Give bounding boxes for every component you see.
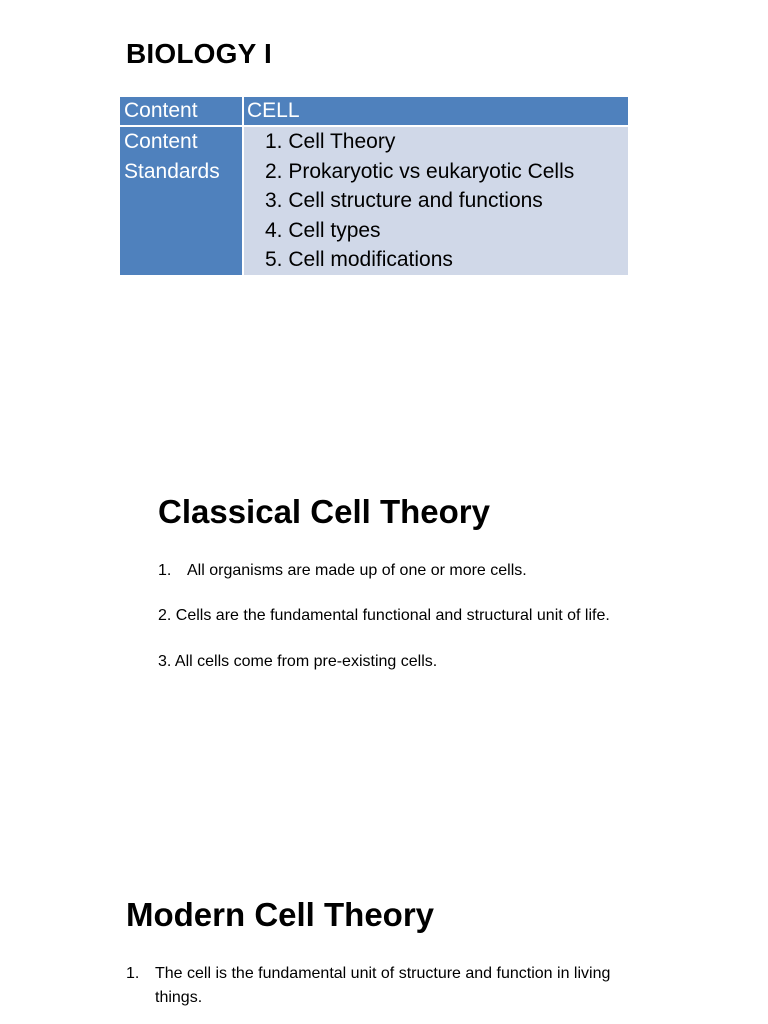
content-value-cell: CELL [243, 97, 628, 126]
list-item [158, 560, 628, 582]
standard-item: 2. Prokaryotic vs eukaryotic Cells [265, 159, 575, 183]
standards-label-line1: Content [124, 130, 198, 153]
list-item [158, 605, 628, 627]
standard-item: 5. Cell modifications [265, 248, 453, 271]
standards-label-cell [120, 126, 243, 275]
classical-cell-theory-heading: Classical Cell Theory [158, 493, 490, 530]
list-item-text: The cell is the fundamental unit of structure and function in living things. [155, 965, 611, 1006]
classical-theory-list [158, 560, 628, 673]
list-item-number: 1. [126, 965, 140, 982]
standards-label-line2: Standards [124, 159, 220, 183]
list-item-text: All cells come from pre-existing cells. [174, 653, 438, 670]
standard-item: 4. Cell types [265, 218, 381, 242]
standard-item: 1. Cell Theory [265, 130, 396, 153]
list-item [126, 962, 626, 1010]
table-standards-row [120, 126, 628, 275]
standards-list-cell [243, 126, 628, 275]
list-item [158, 651, 628, 673]
modern-cell-theory-heading: Modern Cell Theory [126, 896, 435, 933]
list-item-text: Cells are the fundamental functional and structural unit of life. [175, 607, 610, 624]
list-item-number: 3. [158, 653, 172, 670]
content-label-cell: Content [120, 97, 243, 126]
list-item-text: All organisms are made up of one or more cells. [187, 562, 527, 579]
list-item-number: 2. [158, 607, 172, 624]
list-item-number: 1. [158, 562, 172, 579]
standard-item: 3. Cell structure and functions [265, 189, 543, 212]
content-standards-table [120, 97, 628, 275]
standards-list [244, 127, 628, 275]
table-header-row [120, 97, 628, 126]
document-title: BIOLOGY I [126, 38, 272, 69]
modern-theory-list [126, 962, 626, 1010]
